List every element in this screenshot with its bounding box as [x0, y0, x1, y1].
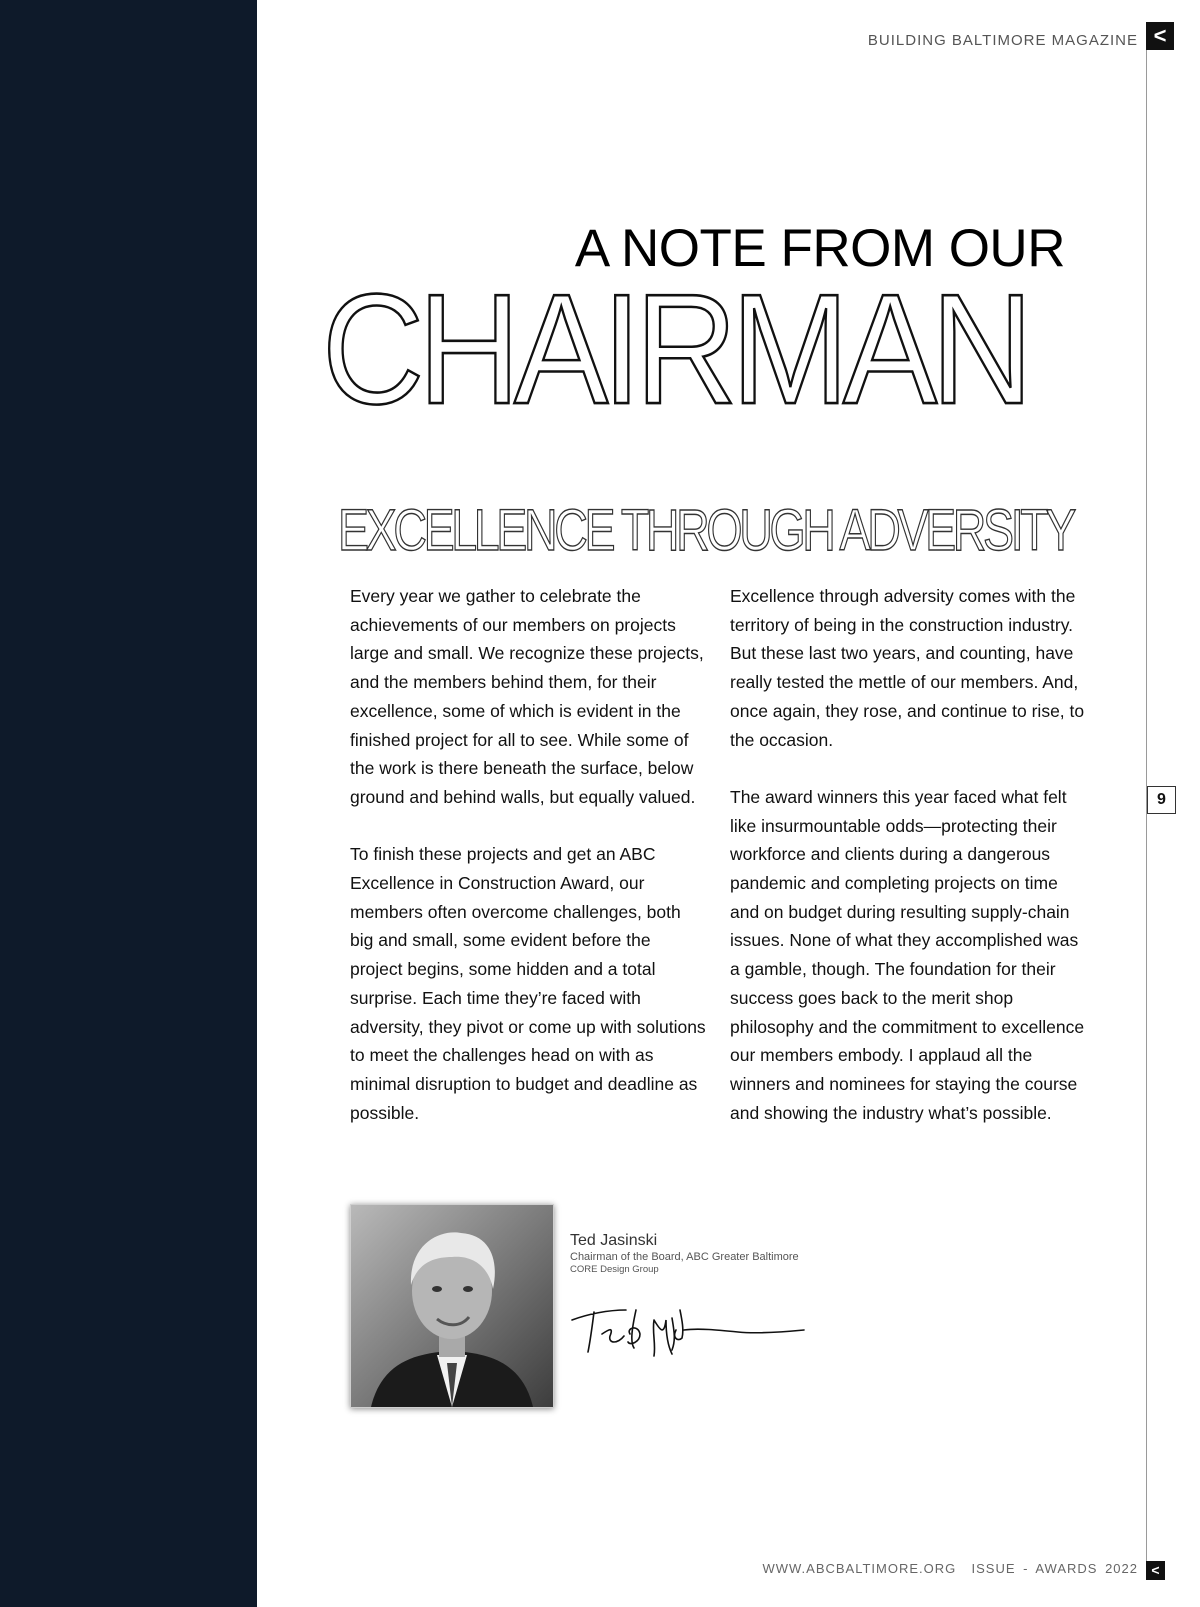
back-arrow-icon[interactable]: <	[1146, 22, 1174, 50]
title-line-2	[322, 261, 1042, 437]
signer-role: Chairman of the Board, ABC Greater Baltimore	[570, 1251, 799, 1263]
chairman-portrait	[350, 1204, 554, 1408]
footer-issue: ISSUE - AWARDS 2022	[971, 1561, 1138, 1576]
footer-website[interactable]: WWW.ABCBALTIMORE.ORG	[762, 1561, 957, 1576]
signer-name: Ted Jasinski	[570, 1232, 658, 1249]
signoff-block	[570, 1232, 799, 1275]
subtitle-text: EXCELLENCE THROUGH ADVERSITY	[338, 498, 1076, 563]
magazine-name: BUILDING BALTIMORE MAGAZINE	[867, 32, 1138, 49]
back-arrow-icon[interactable]: <	[1146, 1561, 1165, 1580]
body-paragraph: The award winners this year faced what felt like insurmountable odds—protecting their workforce and clients during a dangerous pandemic and completing projects on time and on budget during resulting supply-chain issues. None of what they accomplished was a gamble, though. The foundation for their success goes back to the merit shop philosophy and the commitment to excellence our members embody. I applaud all the winners and nominees for staying the course and showing the industry what’s possible.	[730, 786, 1085, 1123]
chairman-wordmark	[322, 261, 1042, 437]
navy-sidebar	[0, 0, 257, 1607]
handwritten-signature	[568, 1290, 808, 1375]
footer-text	[762, 1561, 1138, 1576]
signer-company: CORE Design Group	[570, 1264, 659, 1275]
page-number: 9	[1147, 786, 1176, 814]
body-paragraph: Every year we gather to celebrate the achievements of our members on projects large and small. We recognize these projects, and the members behind them, for their excellence, some of which is evident in the finished project for all to see. While some of the work is there beneath the surface, below ground and behind walls, but equally valued.	[350, 586, 704, 807]
page-edge-rule	[1146, 50, 1147, 1580]
body-paragraph: To finish these projects and get an ABC Excellence in Construction Award, our members often overcome challenges, both big and small, some evident before the project begins, some hidden and a total surprise. Each time they’re faced with adversity, they pivot or come up with solutions to meet the challenges head on with as minimal disruption to budget and deadline as possible.	[350, 844, 706, 1123]
body-column-right	[730, 582, 1086, 1156]
subtitle	[338, 500, 1078, 565]
body-paragraph: Excellence through adversity comes with the territory of being in the construction industry. But these last two years, and counting, have really tested the mettle of our members. And, once again, they rose, and continue to rise, to the occasion.	[730, 586, 1085, 750]
chairman-wordmark-text: CHAIRMAN	[322, 261, 1027, 437]
body-column-left	[350, 582, 706, 1156]
title-line-1: A NOTE FROM OUR	[574, 219, 1065, 278]
